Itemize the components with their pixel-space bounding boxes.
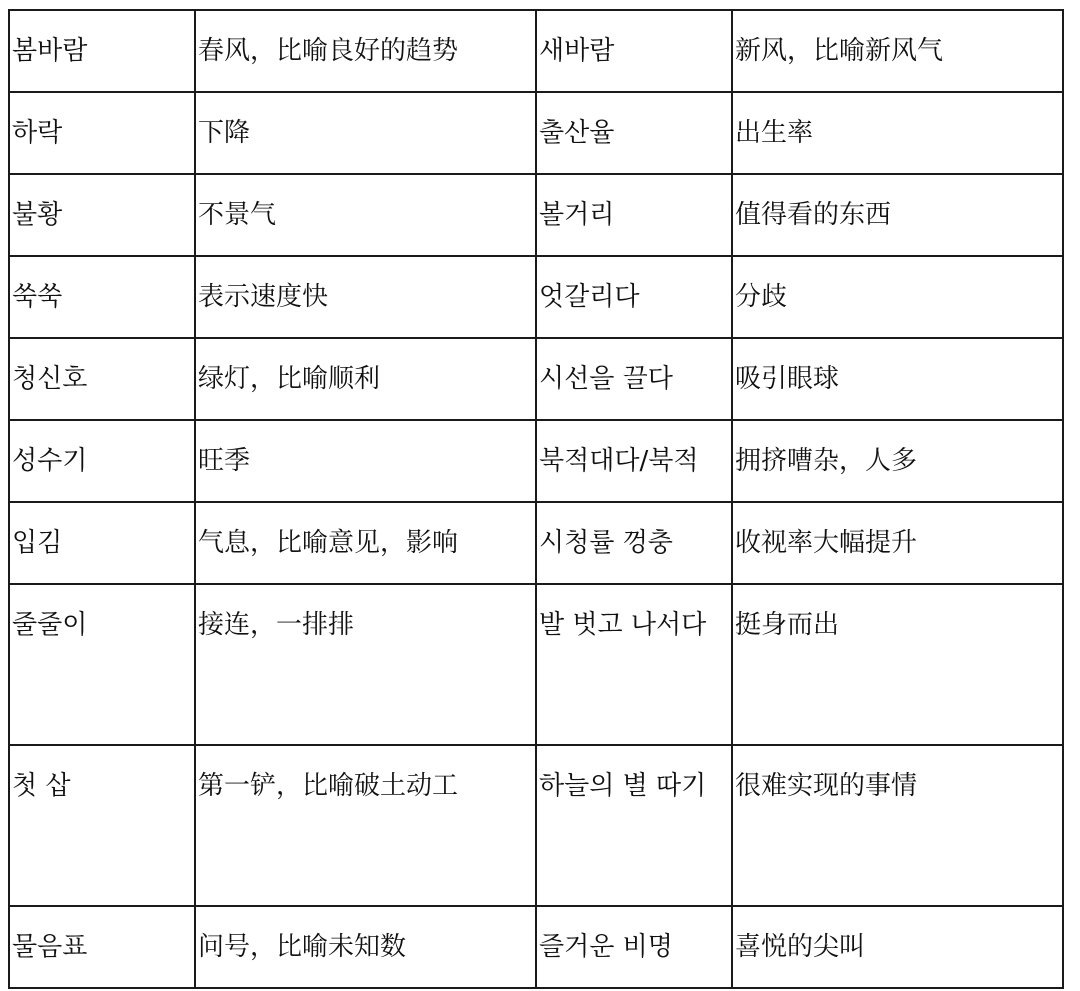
korean-term: 쑥쑥 [9,256,195,338]
table-row [9,174,1063,256]
chinese-meaning: 接连，一排排 [195,584,536,745]
korean-term: 시청률 껑충 [536,502,732,584]
chinese-meaning: 气息，比喻意见，影响 [195,502,536,584]
chinese-meaning: 很难实现的事情 [732,745,1063,906]
korean-term: 불황 [9,174,195,256]
chinese-meaning: 吸引眼球 [732,338,1063,420]
chinese-meaning: 表示速度快 [195,256,536,338]
korean-term: 하락 [9,92,195,174]
chinese-meaning: 不景气 [195,174,536,256]
korean-term: 새바람 [536,10,732,92]
chinese-meaning: 出生率 [732,92,1063,174]
korean-term: 시선을 끌다 [536,338,732,420]
chinese-meaning: 第一铲，比喻破土动工 [195,745,536,906]
table-row [9,10,1063,92]
table-row [9,256,1063,338]
table-row [9,502,1063,584]
korean-term: 청신호 [9,338,195,420]
chinese-meaning: 拥挤嘈杂，人多 [732,420,1063,502]
korean-term: 북적대다/북적 [536,420,732,502]
korean-term: 성수기 [9,420,195,502]
chinese-meaning: 喜悦的尖叫 [732,906,1063,988]
table-row [9,906,1063,988]
korean-term: 물음표 [9,906,195,988]
chinese-meaning: 旺季 [195,420,536,502]
korean-term: 봄바람 [9,10,195,92]
korean-term: 입김 [9,502,195,584]
chinese-meaning: 问号，比喻未知数 [195,906,536,988]
chinese-meaning: 春风，比喻良好的趋势 [195,10,536,92]
table-row [9,420,1063,502]
chinese-meaning: 新风，比喻新风气 [732,10,1063,92]
table-row [9,745,1063,906]
chinese-meaning: 分歧 [732,256,1063,338]
korean-term: 줄줄이 [9,584,195,745]
korean-term: 볼거리 [536,174,732,256]
korean-term: 발 벗고 나서다 [536,584,732,745]
chinese-meaning: 收视率大幅提升 [732,502,1063,584]
vocabulary-table [8,9,1064,989]
table-row [9,338,1063,420]
chinese-meaning: 挺身而出 [732,584,1063,745]
korean-term: 출산율 [536,92,732,174]
korean-term: 엇갈리다 [536,256,732,338]
chinese-meaning: 绿灯，比喻顺利 [195,338,536,420]
korean-term: 즐거운 비명 [536,906,732,988]
chinese-meaning: 下降 [195,92,536,174]
table-row [9,92,1063,174]
chinese-meaning: 值得看的东西 [732,174,1063,256]
table-row [9,584,1063,745]
korean-term: 첫 삽 [9,745,195,906]
korean-term: 하늘의 별 따기 [536,745,732,906]
